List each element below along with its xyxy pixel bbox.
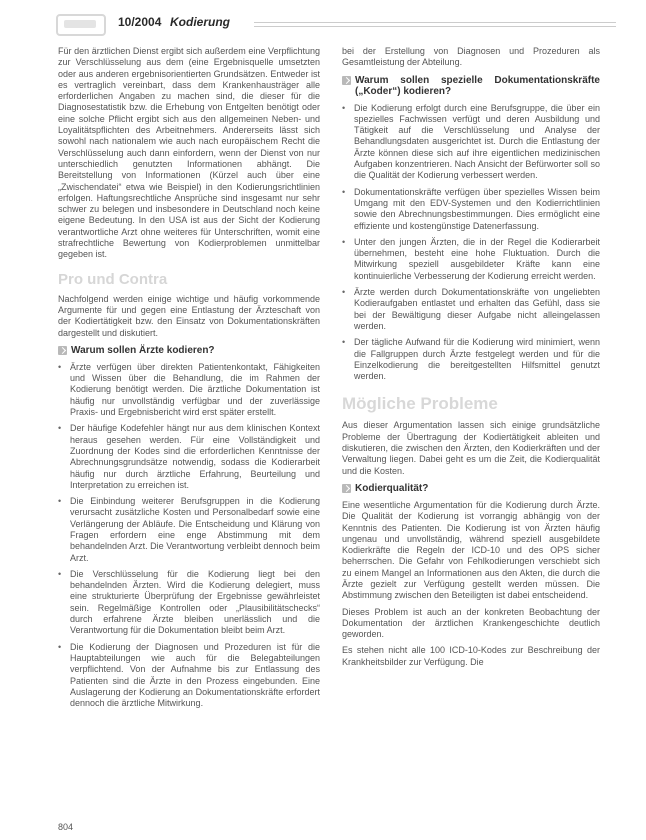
bullet-marker: •	[342, 186, 346, 197]
list-item: • Dokumentationskräfte verfügen über spezielles Wissen beim Umgang mit den EDV-Systemen und den Kodierrichtlinien sowie den Abrechnungsbestimmungen. Dies ermöglicht eine effiziente und kostengünstige Datenerfassung.	[342, 186, 600, 231]
list-item: • Die Kodierung erfolgt durch eine Berufsgruppe, die über ein spezielles Fachwissen verfügt und deren Ausbildung und Tätigkeit auf die Verschlüsselung und Analyse der Behandlungsdaten ausgerichtet ist. Durch die Entlastung der Ärzte können diese sich auf ihre eigentlichen medizinischen Aufgaben konzentrieren. Nach Ansicht der Befürworter soll so die Qualität der Kodierung verbessert werden.	[342, 102, 600, 181]
closing-paragraph: Dieses Problem ist auch an der konkreten Beobachtung der Dokumentation der ärztlichen Krankengeschichte deutlich geworden.	[342, 606, 600, 640]
bullet-marker: •	[342, 337, 346, 348]
continuation-paragraph: bei der Erstellung von Diagnosen und Prozeduren als Gesamtleistung der Abteilung.	[342, 46, 600, 68]
bullet-marker: •	[342, 102, 346, 113]
list-item: • Der häufige Kodefehler hängt nur aus dem klinischen Kontext heraus gesehen werden. Für eine Vollständigkeit und Zuordnung der Kodes sind die erforderlichen Kenntnisse der Abrechnungsgrundsätze notwendig, sodass die Kodierarbeit häufig nur durch ärztliche Erfahrung, Beurteilung und Interpretation zu erreichen ist.	[58, 423, 320, 490]
journal-logo	[56, 14, 106, 36]
quality-paragraph: Eine wesentliche Argumentation für die Kodierung durch Ärzte. Die Qualität der Kodierung ist vorrangig abhängig von der Kenntnis des Patienten. Die Kodierung ist von Ärzten häufig ungenau und unvollständig, während speziell ausgebildete Kodierkräfte die Regeln der ICD-10 und des OPS sicher beherrschen. Die Gefahr von Fehlkodierungen verschiebt sich zu einem Mangel an Informationen aus den Akten, die durch die Ärzte gezielt zur Verfügung gestellt werden müssen. Die Abstimmung zwischen den Beteiligten ist dabei entscheidend.	[342, 499, 600, 601]
question-heading-quality	[342, 483, 600, 494]
issue-number: 10/2004	[118, 15, 162, 29]
list-item: • Die Einbindung weiterer Berufsgruppen in die Kodierung verursacht zusätzliche Kosten und Personalbedarf sowie eine Verlängerung der Abläufe. Die Entscheidung und Klärung von Fragen erfordern eine enge Abstimmung mit dem behandelnden Arzt. Die Verantwortung verbleibt dennoch beim Arzt.	[58, 496, 320, 563]
list-item: • Ärzte verfügen über direkten Patientenkontakt, Fähigkeiten und Wissen über die Behandlung, die im Rahmen der Kodierung benötigt werden. Die ärztliche Dokumentation ist häufig nur unvollständig verfügbar und der zuverlässige Praxis- und Ergebnisbericht wird erst später erstellt.	[58, 361, 320, 418]
bullet-marker: •	[58, 423, 62, 434]
question-heading-text: Warum sollen Ärzte kodieren?	[71, 344, 215, 356]
bullet-marker: •	[342, 236, 346, 247]
question-heading-why-coders	[342, 75, 600, 97]
bullet-marker: •	[58, 361, 62, 372]
list-item: • Die Kodierung der Diagnosen und Prozeduren ist für die Hauptabteilungen wie auch für die Belegabteilungen verpflichtend. Von der Aufnahme bis zur Entlassung des Patienten sind die Ärzte in den Prozess eingebunden. Eine Auslagerung der Kodierung an Dokumentationskräfte erfordert dennoch die ärztliche Mitwirkung.	[58, 641, 320, 709]
question-heading-why-doctors	[58, 345, 320, 356]
problems-paragraph: Aus dieser Argumentation lassen sich einige grundsätzliche Probleme der Übertragung der Kodiertätigkeit ableiten und diskutieren, die zwischen den Ärzten, den Kodierkräften und der Verwaltung liegen. Dabei geht es um die Zeit, die Kodierqualität und die Kosten.	[342, 420, 600, 476]
page-header	[32, 10, 618, 36]
arrow-box-icon	[342, 484, 351, 493]
bullet-marker: •	[58, 496, 62, 507]
list-item: • Unter den jungen Ärzten, die in der Regel die Kodierarbeit übernehmen, besteht eine hohe Fluktuation. Durch die Mitwirkung speziell ausgebildeter Kräfte kann eine kontinuierliche Verbesserung der Kodierung erreicht werden.	[342, 236, 600, 281]
problems-heading: Mögliche Probleme	[342, 394, 498, 414]
bullet-marker: •	[342, 287, 346, 298]
left-column	[58, 46, 320, 714]
intro-paragraph: Für den ärztlichen Dienst ergibt sich außerdem eine Verpflichtung zur Verschlüsselung aus dem (eine Ergebnisquelle umsetzten oder aus anderen ergebnisorientierten Grundsätzen. Entweder ist es vertraglich vereinbart, dass dem Krankenhausträger alle erforderlichen Angaben zu machen sind, die dieser für die Diagnosestatistik bzw. die Erhebung von Entgelten benötigt oder eine solche Pflicht ergibt sich aus den allgemeinen Neben- und Loyalitätspflichten des Arbeitnehmers. Andererseits lässt sich sowohl nach nationalem wie auch nach europäischem Recht die Verschlüsselung auch dann einfordern, wenn der Dienst von nur unterschiedlich genutzten Informationen abhängt. Die Bereitstellung von Informationen (Kürzel auch über eine „Zwischendatei“ etwa wie Beispiel) in den Kodierungsrichtlinien erfolgen. Haftungsrechtliche Ansprüche sind insgesamt nur sehr schwer zu belegen und insbesondere in Deutschland noch keine eigene Bedeutung. In den USA ist aus der Sicht der Kodierung verantwortliche Arzt ohne weiteres für Unterschriften, womit eine strafrechtliche Bewertung von Kodierproblemen unmittelbar gegeben ist.	[58, 46, 320, 260]
closing-paragraph: Es stehen nicht alle 100 ICD-10-Kodes zur Beschreibung der Krankheitsbilder zur Verfügung. Die	[342, 645, 600, 667]
pro-contra-heading: Pro und Contra	[58, 270, 168, 288]
question-heading-text: Kodierqualität?	[355, 482, 429, 494]
question-heading-text: Warum sollen spezielle Dokumentationskräfte („Koder“) kodieren?	[355, 74, 600, 97]
list-item: • Die Verschlüsselung für die Kodierung liegt bei den behandelnden Ärzten. Wird die Kodierung delegiert, muss eine strukturierte Überprüfung der Ergebnisse gewährleistet sein. Regelmäßige Kontrollen oder „Plausibilitätschecks“ durch erfahrene Ärzte bleiben unerlässlich und die Verantwortung für die Dokumentation bleibt beim Arzt.	[58, 568, 320, 636]
bullet-marker: •	[58, 568, 62, 579]
arrow-box-icon	[342, 76, 351, 85]
right-column	[342, 46, 600, 673]
header-rule	[254, 22, 616, 27]
pro-contra-paragraph: Nachfolgend werden einige wichtige und häufig vorkommende Argumente für und gegen eine Entlastung der Ärzteschaft von der Kodiertätigkeit bzw. den Einsatz von Dokumentationskräften dargestellt und diskutiert.	[58, 293, 320, 338]
list-item: • Ärzte werden durch Dokumentationskräfte von ungeliebten Kodieraufgaben entlastet und erhalten das Gefühl, dass sie bei der Bewältigung dieser Aufgabe nicht alleingelassen werden.	[342, 287, 600, 331]
bullet-marker: •	[58, 641, 62, 652]
section-title: Kodierung	[170, 15, 230, 29]
arrow-box-icon	[58, 346, 67, 355]
list-item: • Der tägliche Aufwand für die Kodierung wird minimiert, wenn die Fallgruppen durch Ärzte festgelegt werden und für die Einzelkodierung die bereitgestellten Hilfsmittel genutzt werden.	[342, 337, 600, 382]
page-number: 804	[58, 822, 74, 832]
